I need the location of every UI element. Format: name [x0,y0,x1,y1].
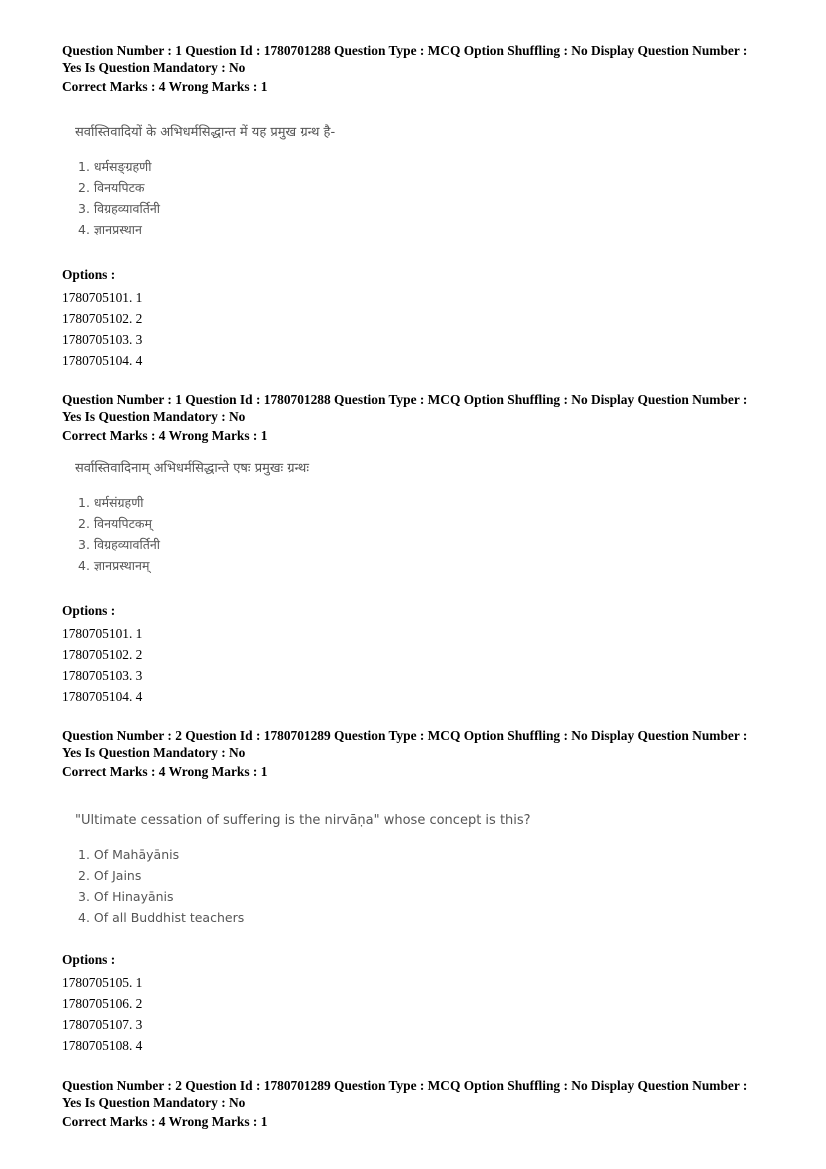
choice-item: 1. धर्मसङ्ग्रहणी [78,159,152,174]
choice-list [75,492,309,576]
choice-item: 3. Of Hinayānis [78,889,174,904]
choice-item: 2. Of Jains [78,868,142,883]
options-section-2 [62,602,142,707]
options-label: Options : [62,952,116,967]
option-row: 1780705102. 2 [62,647,143,662]
question-header-4 [62,1077,782,1130]
choice-item: 2. विनयपिटकम् [78,516,152,531]
option-row: 1780705108. 4 [62,1038,143,1053]
choice-item: 1. धर्मसंग्रहणी [78,495,144,510]
option-row: 1780705102. 2 [62,311,143,326]
question-header-3 [62,727,782,780]
header-line: Question Number : 1 Question Id : 1780701288 Question Type : MCQ Option Shuffling : No Display Question Number : [62,392,748,407]
option-row: 1780705104. 4 [62,353,143,368]
marks-line: Correct Marks : 4 Wrong Marks : 1 [62,764,268,779]
choice-item: 3. विग्रहव्यावर्तिनी [78,537,161,552]
option-row: 1780705101. 1 [62,626,143,641]
choice-item: 4. ज्ञानप्रस्थान [78,222,142,237]
header-line: Yes Is Question Mandatory : No [62,1095,246,1110]
choice-list [75,844,531,928]
choice-item: 2. विनयपिटक [78,180,145,195]
question-image-3 [75,812,531,928]
marks-line: Correct Marks : 4 Wrong Marks : 1 [62,1114,268,1129]
header-line: Yes Is Question Mandatory : No [62,745,246,760]
option-row: 1780705101. 1 [62,290,143,305]
header-line: Question Number : 2 Question Id : 1780701289 Question Type : MCQ Option Shuffling : No Display Question Number : [62,728,748,743]
question-header-2 [62,391,782,444]
header-line: Yes Is Question Mandatory : No [62,60,246,75]
question-stem: सर्वास्तिवादिनाम् अभिधर्मसिद्धान्ते एषः प्रमुखः ग्रन्थः [75,461,309,476]
option-row: 1780705103. 3 [62,668,143,683]
marks-line: Correct Marks : 4 Wrong Marks : 1 [62,79,268,94]
question-image-2 [75,460,309,576]
marks-line: Correct Marks : 4 Wrong Marks : 1 [62,428,268,443]
choice-item: 1. Of Mahāyānis [78,847,180,862]
question-stem: "Ultimate cessation of suffering is the nirvāṇa" whose concept is this? [75,813,531,828]
options-label: Options : [62,603,116,618]
choice-list [75,156,335,240]
option-row: 1780705106. 2 [62,996,143,1011]
choice-item: 4. Of all Buddhist teachers [78,910,245,925]
option-row: 1780705107. 3 [62,1017,143,1032]
header-line: Question Number : 2 Question Id : 1780701289 Question Type : MCQ Option Shuffling : No Display Question Number : [62,1078,748,1093]
choice-item: 4. ज्ञानप्रस्थानम् [78,558,150,573]
option-row: 1780705105. 1 [62,975,143,990]
header-line: Yes Is Question Mandatory : No [62,409,246,424]
options-label: Options : [62,267,116,282]
question-image-1 [75,124,335,240]
option-row: 1780705104. 4 [62,689,143,704]
options-section-1 [62,266,142,371]
question-stem: सर्वास्तिवादियों के अभिधर्मसिद्धान्त में यह प्रमुख ग्रन्थ है- [75,125,336,140]
option-row: 1780705103. 3 [62,332,143,347]
question-header-1 [62,42,782,95]
header-line: Question Number : 1 Question Id : 1780701288 Question Type : MCQ Option Shuffling : No Display Question Number : [62,43,748,58]
options-section-3 [62,951,142,1056]
choice-item: 3. विग्रहव्यावर्तिनी [78,201,161,216]
